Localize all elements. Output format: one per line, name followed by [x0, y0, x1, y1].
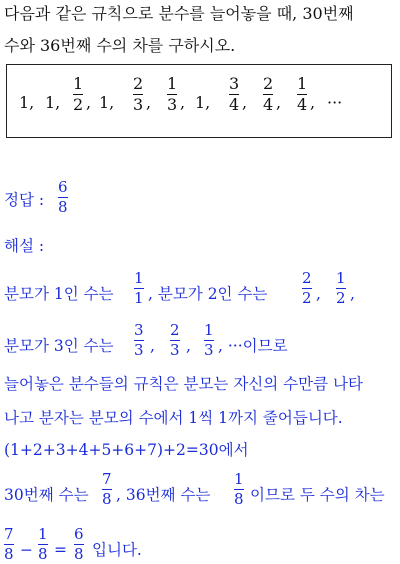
- question-line-2: 수와 36번째 수의 차를 구하시오.: [4, 36, 236, 55]
- equals-sign: =: [54, 541, 67, 559]
- solution-text: 분모가 3인 수는: [4, 337, 114, 355]
- solution-text: 늘어놓은 분수들의 규칙은 분모는 자신의 수만큼 나타: [4, 375, 363, 393]
- solution-fraction: 2 2: [302, 269, 312, 307]
- solution-text: 나고 분자는 분모의 수에서 1씩 1까지 줄어듭니다.: [4, 409, 343, 427]
- solution-fraction: 2 3: [170, 321, 180, 359]
- seq-fraction: 1 2: [73, 74, 84, 114]
- seq-term: 1,: [19, 93, 35, 112]
- solution-equation: (1+2+3+4+5+6+7)+2=30에서: [4, 441, 249, 459]
- solution-fraction: 1 8: [234, 470, 244, 508]
- solution-text: , 36번째 수는: [116, 486, 211, 504]
- solution-text: 분모가 1인 수는: [4, 285, 114, 303]
- seq-term: 1,: [99, 93, 115, 112]
- solution-fraction: 7 8: [4, 525, 14, 563]
- seq-comma: ,: [310, 93, 316, 112]
- solution-fraction: 6 8: [74, 525, 84, 563]
- seq-fraction: 2 4: [263, 74, 274, 114]
- solution-fraction: 1 3: [204, 321, 214, 359]
- solution-comma: ,: [150, 337, 155, 355]
- solution-label: 해설 :: [4, 237, 45, 255]
- solution-comma: ,: [316, 285, 321, 303]
- seq-fraction: 1 4: [297, 74, 308, 114]
- seq-term: 1,: [45, 93, 61, 112]
- solution-comma: ,: [186, 337, 191, 355]
- sequence-box: [6, 64, 392, 138]
- seq-term: 1,: [195, 93, 211, 112]
- solution-text: 이므로 두 수의 차는: [250, 486, 385, 504]
- solution-fraction: 7 8: [102, 470, 112, 508]
- solution-fraction: 1 8: [38, 525, 48, 563]
- seq-comma: ,: [86, 93, 92, 112]
- seq-fraction: 3 4: [229, 74, 240, 114]
- seq-fraction: 1 3: [167, 74, 178, 114]
- solution-comma: ,: [350, 285, 355, 303]
- solution-text: 30번째 수는: [4, 486, 89, 504]
- seq-fraction: 2 3: [133, 74, 144, 114]
- seq-comma: ,: [146, 93, 152, 112]
- seq-comma: ,: [276, 93, 282, 112]
- seq-comma: ,: [242, 93, 248, 112]
- solution-fraction: 3 3: [134, 321, 144, 359]
- solution-fraction: 1 1: [134, 269, 144, 307]
- question-line-1: 다음과 같은 규칙으로 분수를 늘어놓을 때, 30번째: [4, 4, 354, 23]
- seq-ellipsis: ···: [327, 93, 343, 112]
- answer-label: 정답 :: [4, 191, 45, 209]
- seq-comma: ,: [180, 93, 186, 112]
- answer-fraction: 6 8: [58, 178, 68, 216]
- solution-fraction: 1 2: [336, 269, 346, 307]
- minus-sign: −: [20, 541, 33, 559]
- solution-text: , ···이므로: [218, 337, 288, 355]
- solution-text: , 분모가 2인 수는: [148, 285, 268, 303]
- solution-text: 입니다.: [92, 541, 142, 559]
